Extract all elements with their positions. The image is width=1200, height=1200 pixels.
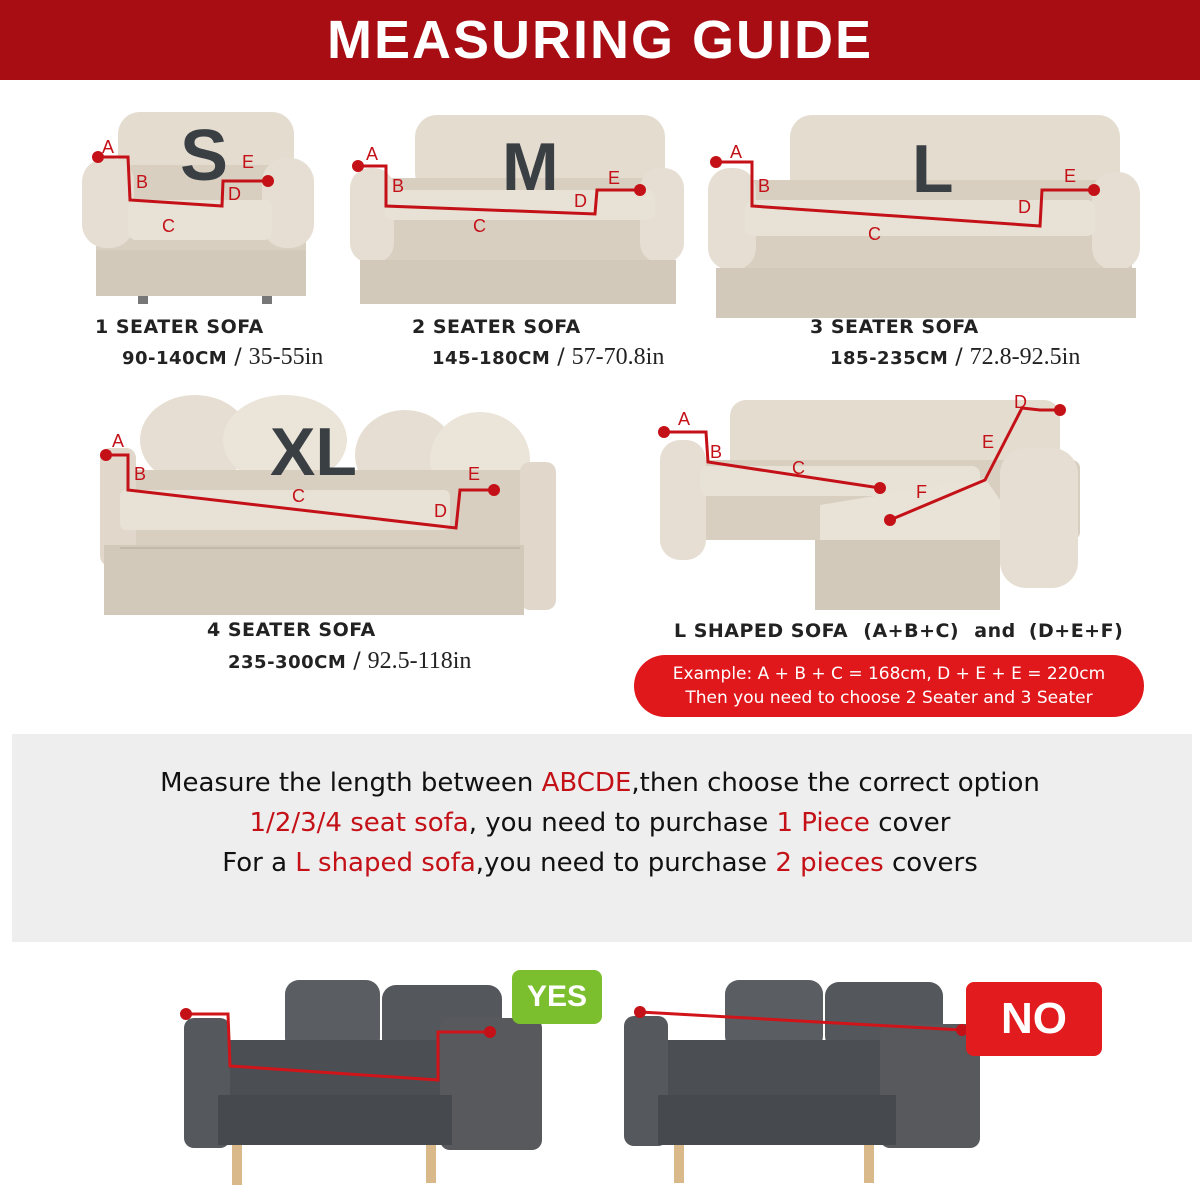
size-label-l: L [912,131,954,207]
range-2-seater: 145-180CM / 57-70.8in [432,344,665,370]
point-b: B [710,442,723,462]
highlight-seat-sofa: 1/2/3/4 seat sofa [249,808,469,838]
range-in: 35-55in [248,344,324,370]
point-c: C [292,486,305,506]
point-a: A [102,137,115,157]
sofa-4-seater [100,395,556,615]
point-b: B [758,176,771,196]
sofa-2-seater [350,115,684,304]
example-line-1: Example: A + B + C = 168cm, D + E + E = 220cm [672,664,1106,684]
formula-abc: (A+B+C) [863,620,960,642]
highlight-two-pieces: 2 pieces [775,848,884,878]
point-e: E [982,432,995,452]
point-c: C [162,216,175,236]
text: ,you need to purchase [475,848,776,878]
l-shaped-title: L SHAPED SOFA [674,620,849,642]
highlight-one-piece: 1 Piece [776,808,870,838]
instruction-panel [12,734,1192,942]
caption-2-seater: 2 SEATER SOFA [412,316,581,338]
size-label-m: M [502,129,559,205]
point-b: B [136,172,149,192]
point-a: A [730,142,743,162]
point-e: E [1064,166,1077,186]
size-label-xl: XL [270,414,357,490]
point-d: D [228,184,241,204]
point-d: D [1014,392,1027,412]
point-b: B [392,176,405,196]
range-in: 57-70.8in [571,344,665,370]
point-e: E [242,152,255,172]
range-cm: 185-235CM [830,348,949,369]
point-c: C [473,216,486,236]
instruction-line-1 [0,768,1200,798]
text: cover [869,808,951,838]
yes-badge: YES [512,970,602,1024]
instruction-line-3 [0,848,1200,878]
point-c: C [792,458,805,478]
formula-def: (D+E+F) [1028,620,1124,642]
highlight-abcde: ABCDE [541,768,632,798]
page-title: MEASURING GUIDE [326,10,874,70]
example-callout [634,655,1144,717]
point-f: F [916,482,927,502]
formula-and: and [974,620,1016,642]
point-a: A [112,431,125,451]
instruction-line-2 [0,808,1200,838]
caption-1-seater: 1 SEATER SOFA [95,316,264,338]
text: For a [222,848,296,878]
sofa-wrong-measure [624,980,980,1183]
point-b: B [134,464,147,484]
point-d: D [434,501,447,521]
example-line-2: Then you need to choose 2 Seater and 3 Seater [685,688,1093,708]
point-d: D [1018,197,1031,217]
range-in: 72.8-92.5in [969,344,1081,370]
range-4-seater: 235-300CM / 92.5-118in [228,648,472,674]
point-e: E [608,168,621,188]
point-a: A [678,409,691,429]
size-label-s: S [180,116,229,196]
text: covers [883,848,978,878]
point-a: A [366,144,379,164]
text: Measure the length between [160,768,542,798]
range-cm: 90-140CM [122,348,228,369]
caption-l-shaped [674,620,1123,642]
highlight-l-shaped: L shaped sofa [295,848,476,878]
no-badge: NO [966,982,1102,1056]
range-in: 92.5-118in [367,648,472,674]
text: ,then choose the correct option [631,768,1040,798]
range-3-seater: 185-235CM / 72.8-92.5in [830,344,1081,370]
sofa-3-seater [708,115,1140,318]
sofa-l-shaped [660,392,1080,610]
range-1-seater: 90-140CM / 35-55in [122,344,324,370]
point-c: C [868,224,881,244]
sofa-correct-measure [184,980,542,1185]
point-e: E [468,464,481,484]
range-cm: 145-180CM [432,348,551,369]
sofa-1-seater [82,112,314,304]
point-d: D [574,191,587,211]
range-cm: 235-300CM [228,652,347,673]
caption-4-seater: 4 SEATER SOFA [207,619,376,641]
text: , you need to purchase [468,808,777,838]
caption-3-seater: 3 SEATER SOFA [810,316,979,338]
